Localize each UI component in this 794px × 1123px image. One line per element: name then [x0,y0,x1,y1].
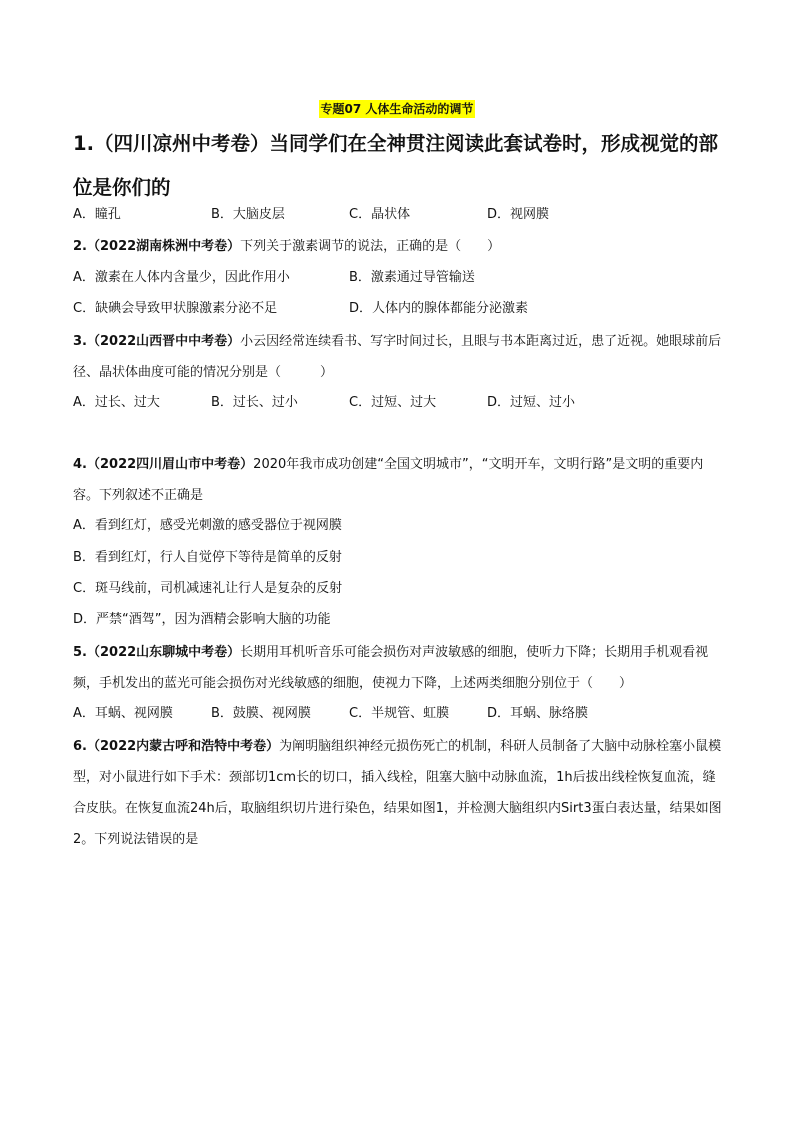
q3-source: （2022山西晋中中考卷） [86,334,241,349]
question-1-text: 1.（四川凉州中考卷）当同学们在全神贯注阅读此套试卷时，形成视觉的部位是你们的 [73,132,718,199]
question-4-text [73,449,723,511]
q3-option-d: D．过短、过小 [487,395,576,410]
q5-source: （2022山东聊城中考卷） [86,645,241,660]
q3-option-c: C．过短、过大 [349,395,437,410]
q6-number: 6. [73,739,87,754]
q3-option-b: B．过长、过小 [211,395,298,410]
title-row [0,98,794,118]
q5-option-d: D．耳蜗、脉络膜 [487,706,589,721]
q3-number: 3. [73,334,87,349]
q4-option-b: B．看到红灯，行人自觉停下等待是简单的反射 [73,550,342,565]
q4-source: （2022四川眉山市中考卷） [86,457,254,472]
question-2-text [73,238,500,256]
q2-option-b: B．激素通过导管输送 [349,270,475,285]
q5-number: 5. [73,645,87,660]
q5-option-c: C．半规管、虹膜 [349,706,450,721]
q3-option-a: A．过长、过大 [73,395,160,410]
question-5-text [73,637,723,699]
q1-option-b: B．大脑皮层 [211,207,285,222]
q2-option-c: C．缺碘会导致甲状腺激素分泌不足 [73,301,278,316]
page-title: 专题07 人体生命活动的调节 [320,102,474,116]
q3-stem: 小云因经常连续看书、写字时间过长，且眼与书本距离过近，患了近视。她眼球前后径、晶状体曲度可能的情况分别是（ ） [73,334,722,380]
question-6-text [73,731,723,855]
q4-option-d: D．严禁“酒驾”，因为酒精会影响大脑的功能 [73,612,331,627]
question-3-text [73,326,723,388]
q2-source: （2022湖南株洲中考卷） [86,239,241,254]
q6-stem: 为阐明脑组织神经元损伤死亡的机制，科研人员制备了大脑中动脉栓塞小鼠模型，对小鼠进行如下手术：颈部切1cm长的切口，插入线栓，阻塞大脑中动脉血流，1h后拔出线栓恢复血流，缝合皮肤。在恢复血流24h后，取脑组织切片进行染色，结果如图1，并检测大脑组织内Sirt3蛋白表达量，结果如图2。下列说法错误的是 [73,739,722,847]
q2-stem: 下列关于激素调节的说法，正确的是（ ） [240,239,501,254]
q5-stem: 长期用耳机听音乐可能会损伤对声波敏感的细胞，使听力下降；长期用手机观看视频，手机发出的蓝光可能会损伤对光线敏感的细胞，使视力下降，上述两类细胞分别位于（ ） [73,645,709,691]
q4-option-c: C．斑马线前，司机减速礼让行人是复杂的反射 [73,581,343,596]
q4-option-a: A．看到红灯，感受光刺激的感受器位于视网膜 [73,518,342,533]
q5-option-a: A．耳蜗、视网膜 [73,706,173,721]
q4-number: 4. [73,457,87,472]
q5-option-b: B．鼓膜、视网膜 [211,706,311,721]
q2-option-a: A．激素在人体内含量少，因此作用小 [73,270,290,285]
q4-stem: 2020年我市成功创建“全国文明城市”，“文明开车，文明行路”是文明的重要内容。下列叙述不正确是 [73,457,704,503]
q2-option-d: D．人体内的腺体都能分泌激素 [349,301,529,316]
q1-option-a: A．瞳孔 [73,207,121,222]
q2-number: 2. [73,239,87,254]
q6-source: （2022内蒙古呼和浩特中考卷） [86,739,280,754]
q1-option-d: D．视网膜 [487,207,550,222]
q1-option-c: C．晶状体 [349,207,411,222]
